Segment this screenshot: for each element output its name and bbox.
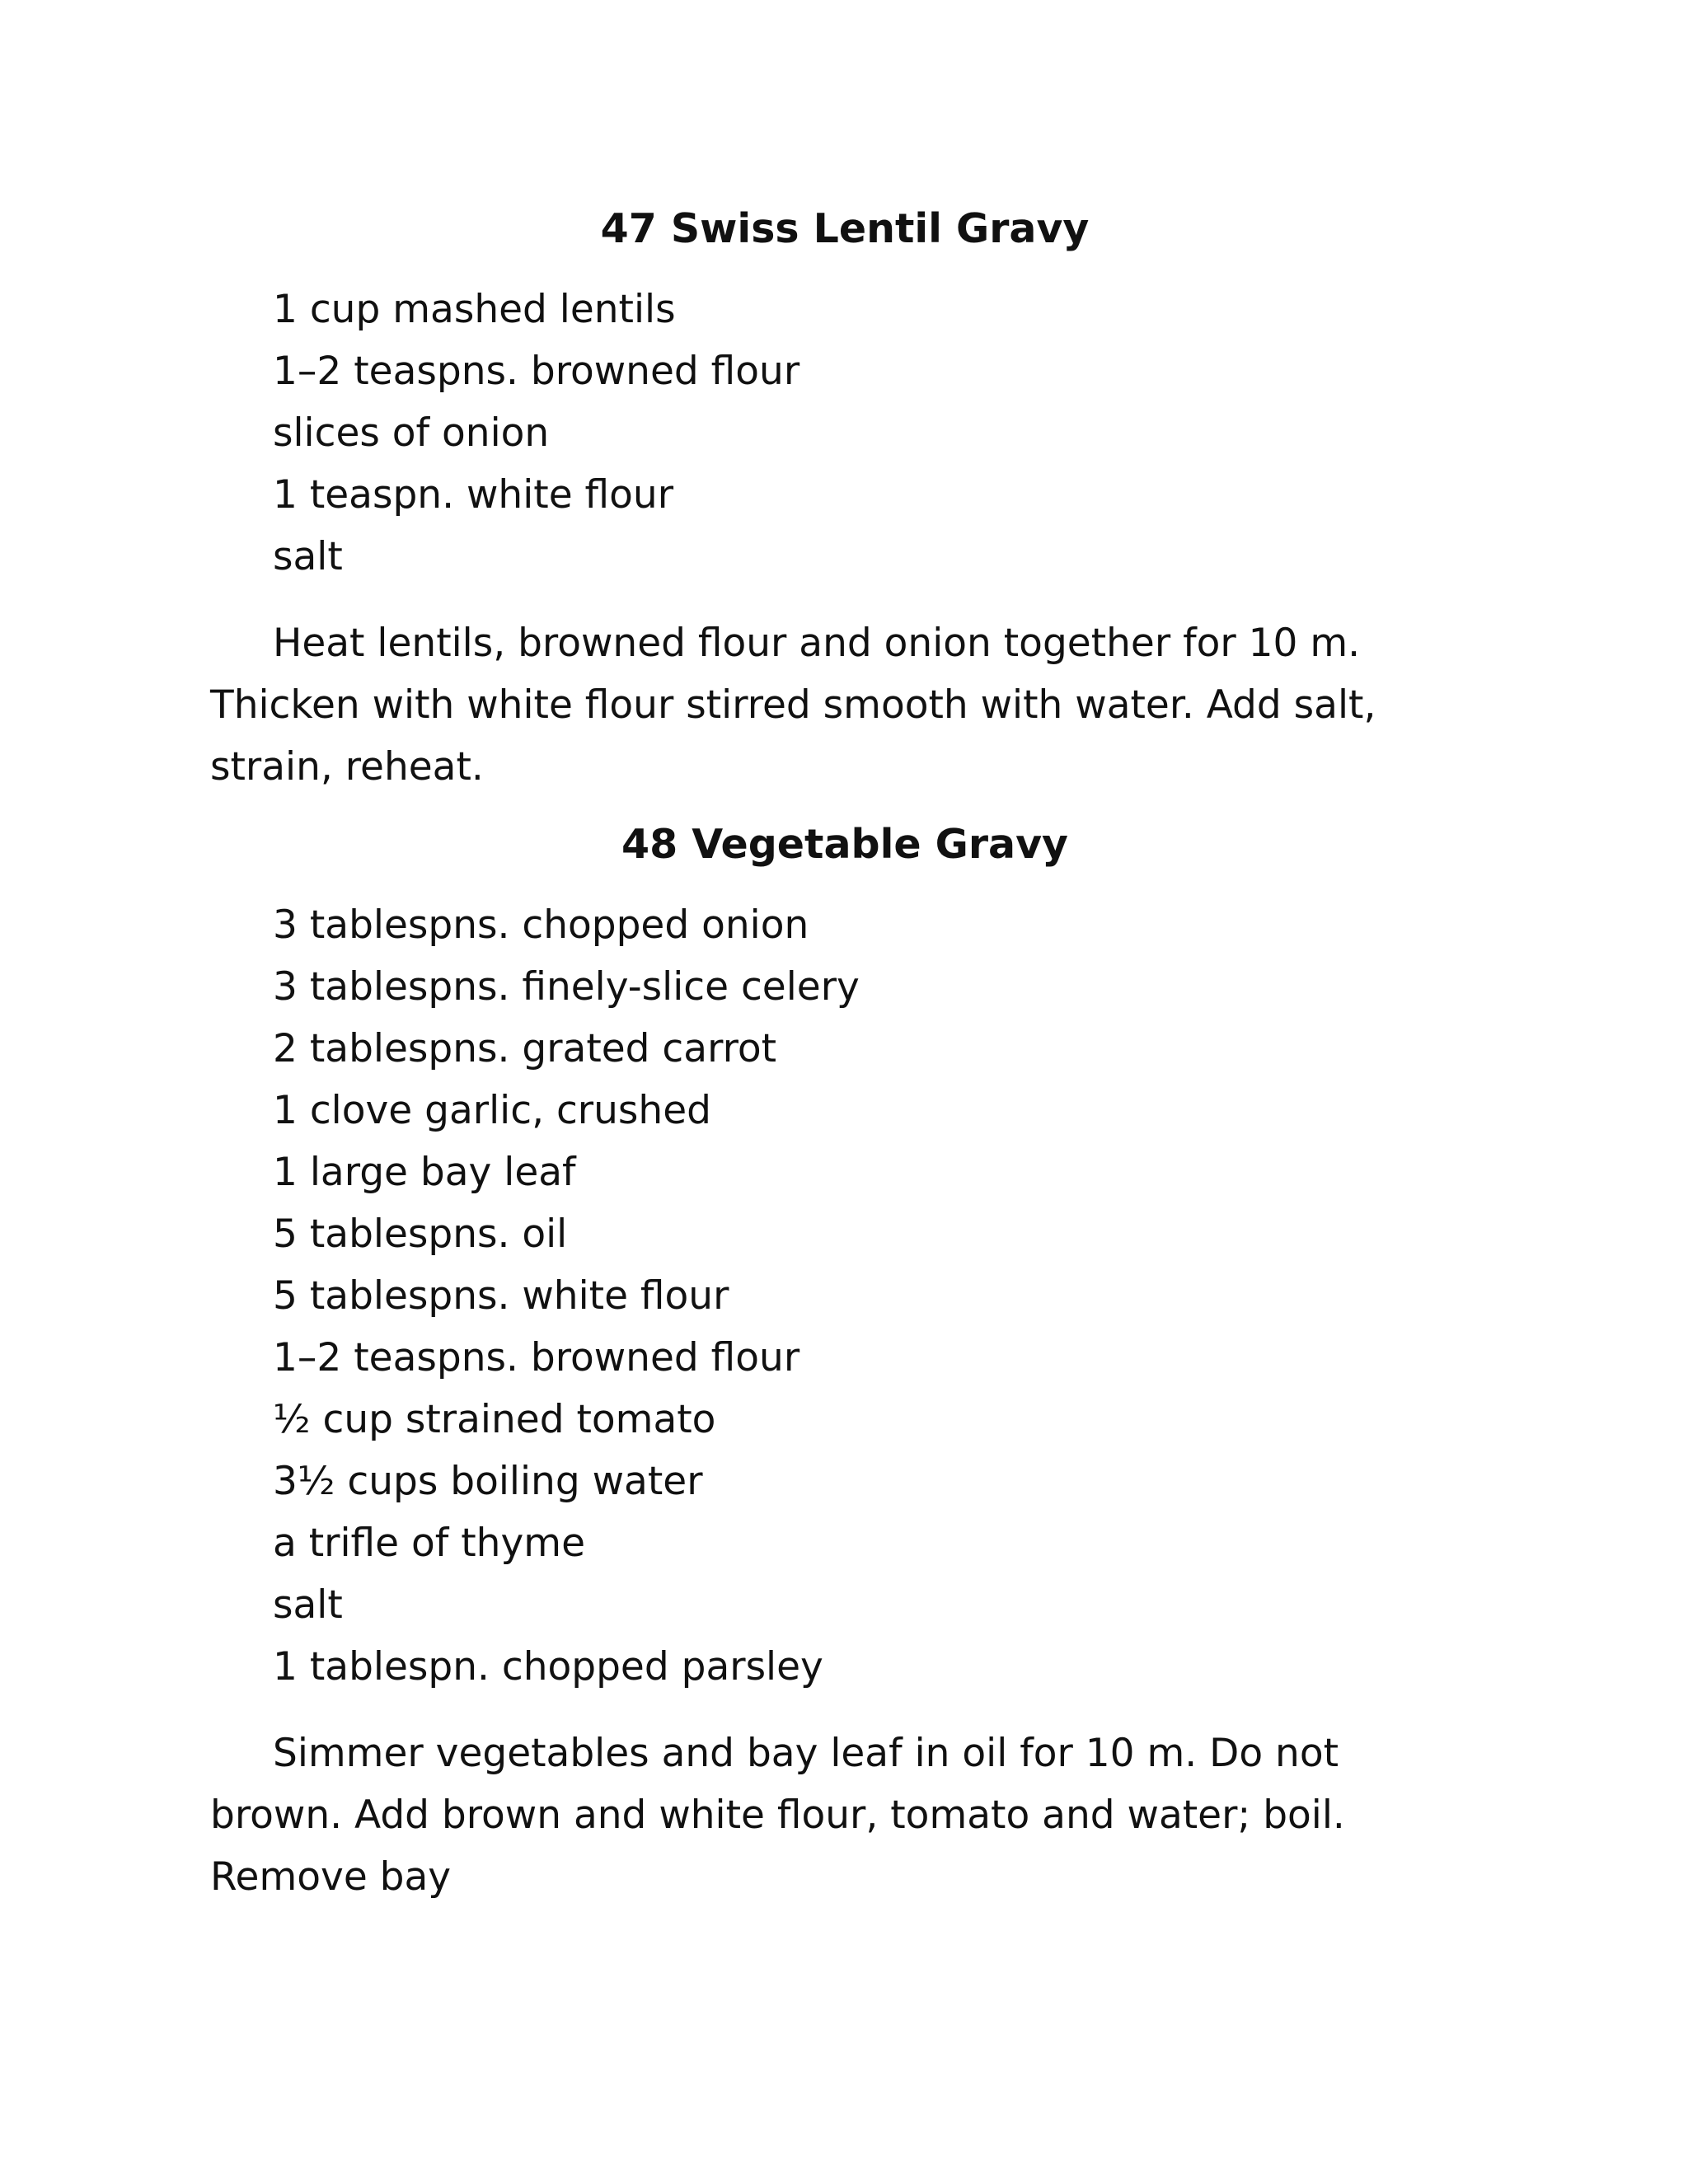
- recipe-instructions: Heat lentils, browned flour and onion together for 10 m. Thicken with white flour stirred smooth with water. Add salt, strain, reheat.: [210, 621, 1376, 790]
- ingredient-list: [210, 279, 1479, 588]
- ingredient-item: ½ cup strained tomato: [273, 1397, 716, 1442]
- ingredient-item: salt: [273, 1582, 343, 1628]
- recipe-swiss-lentil-gravy: [210, 204, 1479, 798]
- ingredient-item: 2 tablespns. grated carrot: [273, 1026, 777, 1071]
- ingredient-item: 5 tablespns. white flour: [273, 1273, 729, 1319]
- ingredient-item: 1 cup mashed lentils: [273, 287, 676, 332]
- ingredient-item: 1 teaspn. white flour: [273, 472, 674, 518]
- ingredient-item: 1–2 teaspns. browned flour: [273, 1335, 800, 1380]
- ingredient-item: 3 tablespns. finely-slice celery: [273, 964, 860, 1010]
- ingredient-item: 1–2 teaspns. browned flour: [273, 349, 800, 394]
- ingredient-item: 1 clove garlic, crushed: [273, 1088, 711, 1133]
- recipe-vegetable-gravy: [210, 820, 1479, 1908]
- ingredient-item: 1 tablespn. chopped parsley: [273, 1644, 823, 1690]
- ingredient-item: slices of onion: [273, 410, 550, 456]
- ingredient-item: 5 tablespns. oil: [273, 1212, 568, 1257]
- ingredient-item: salt: [273, 534, 343, 579]
- ingredient-item: 3 tablespns. chopped onion: [273, 902, 809, 948]
- ingredient-item: a trifle of thyme: [273, 1521, 585, 1566]
- recipe-instructions: Simmer vegetables and bay leaf in oil for 10 m. Do not brown. Add brown and white flour, tomato and water; boil. Remove bay: [210, 1731, 1345, 1900]
- recipe-title: 48 Vegetable Gravy: [621, 821, 1068, 868]
- ingredient-item: 3½ cups boiling water: [273, 1459, 703, 1504]
- recipe-title: 47 Swiss Lentil Gravy: [600, 205, 1090, 252]
- ingredient-item: 1 large bay leaf: [273, 1150, 576, 1195]
- ingredient-list: [210, 894, 1479, 1698]
